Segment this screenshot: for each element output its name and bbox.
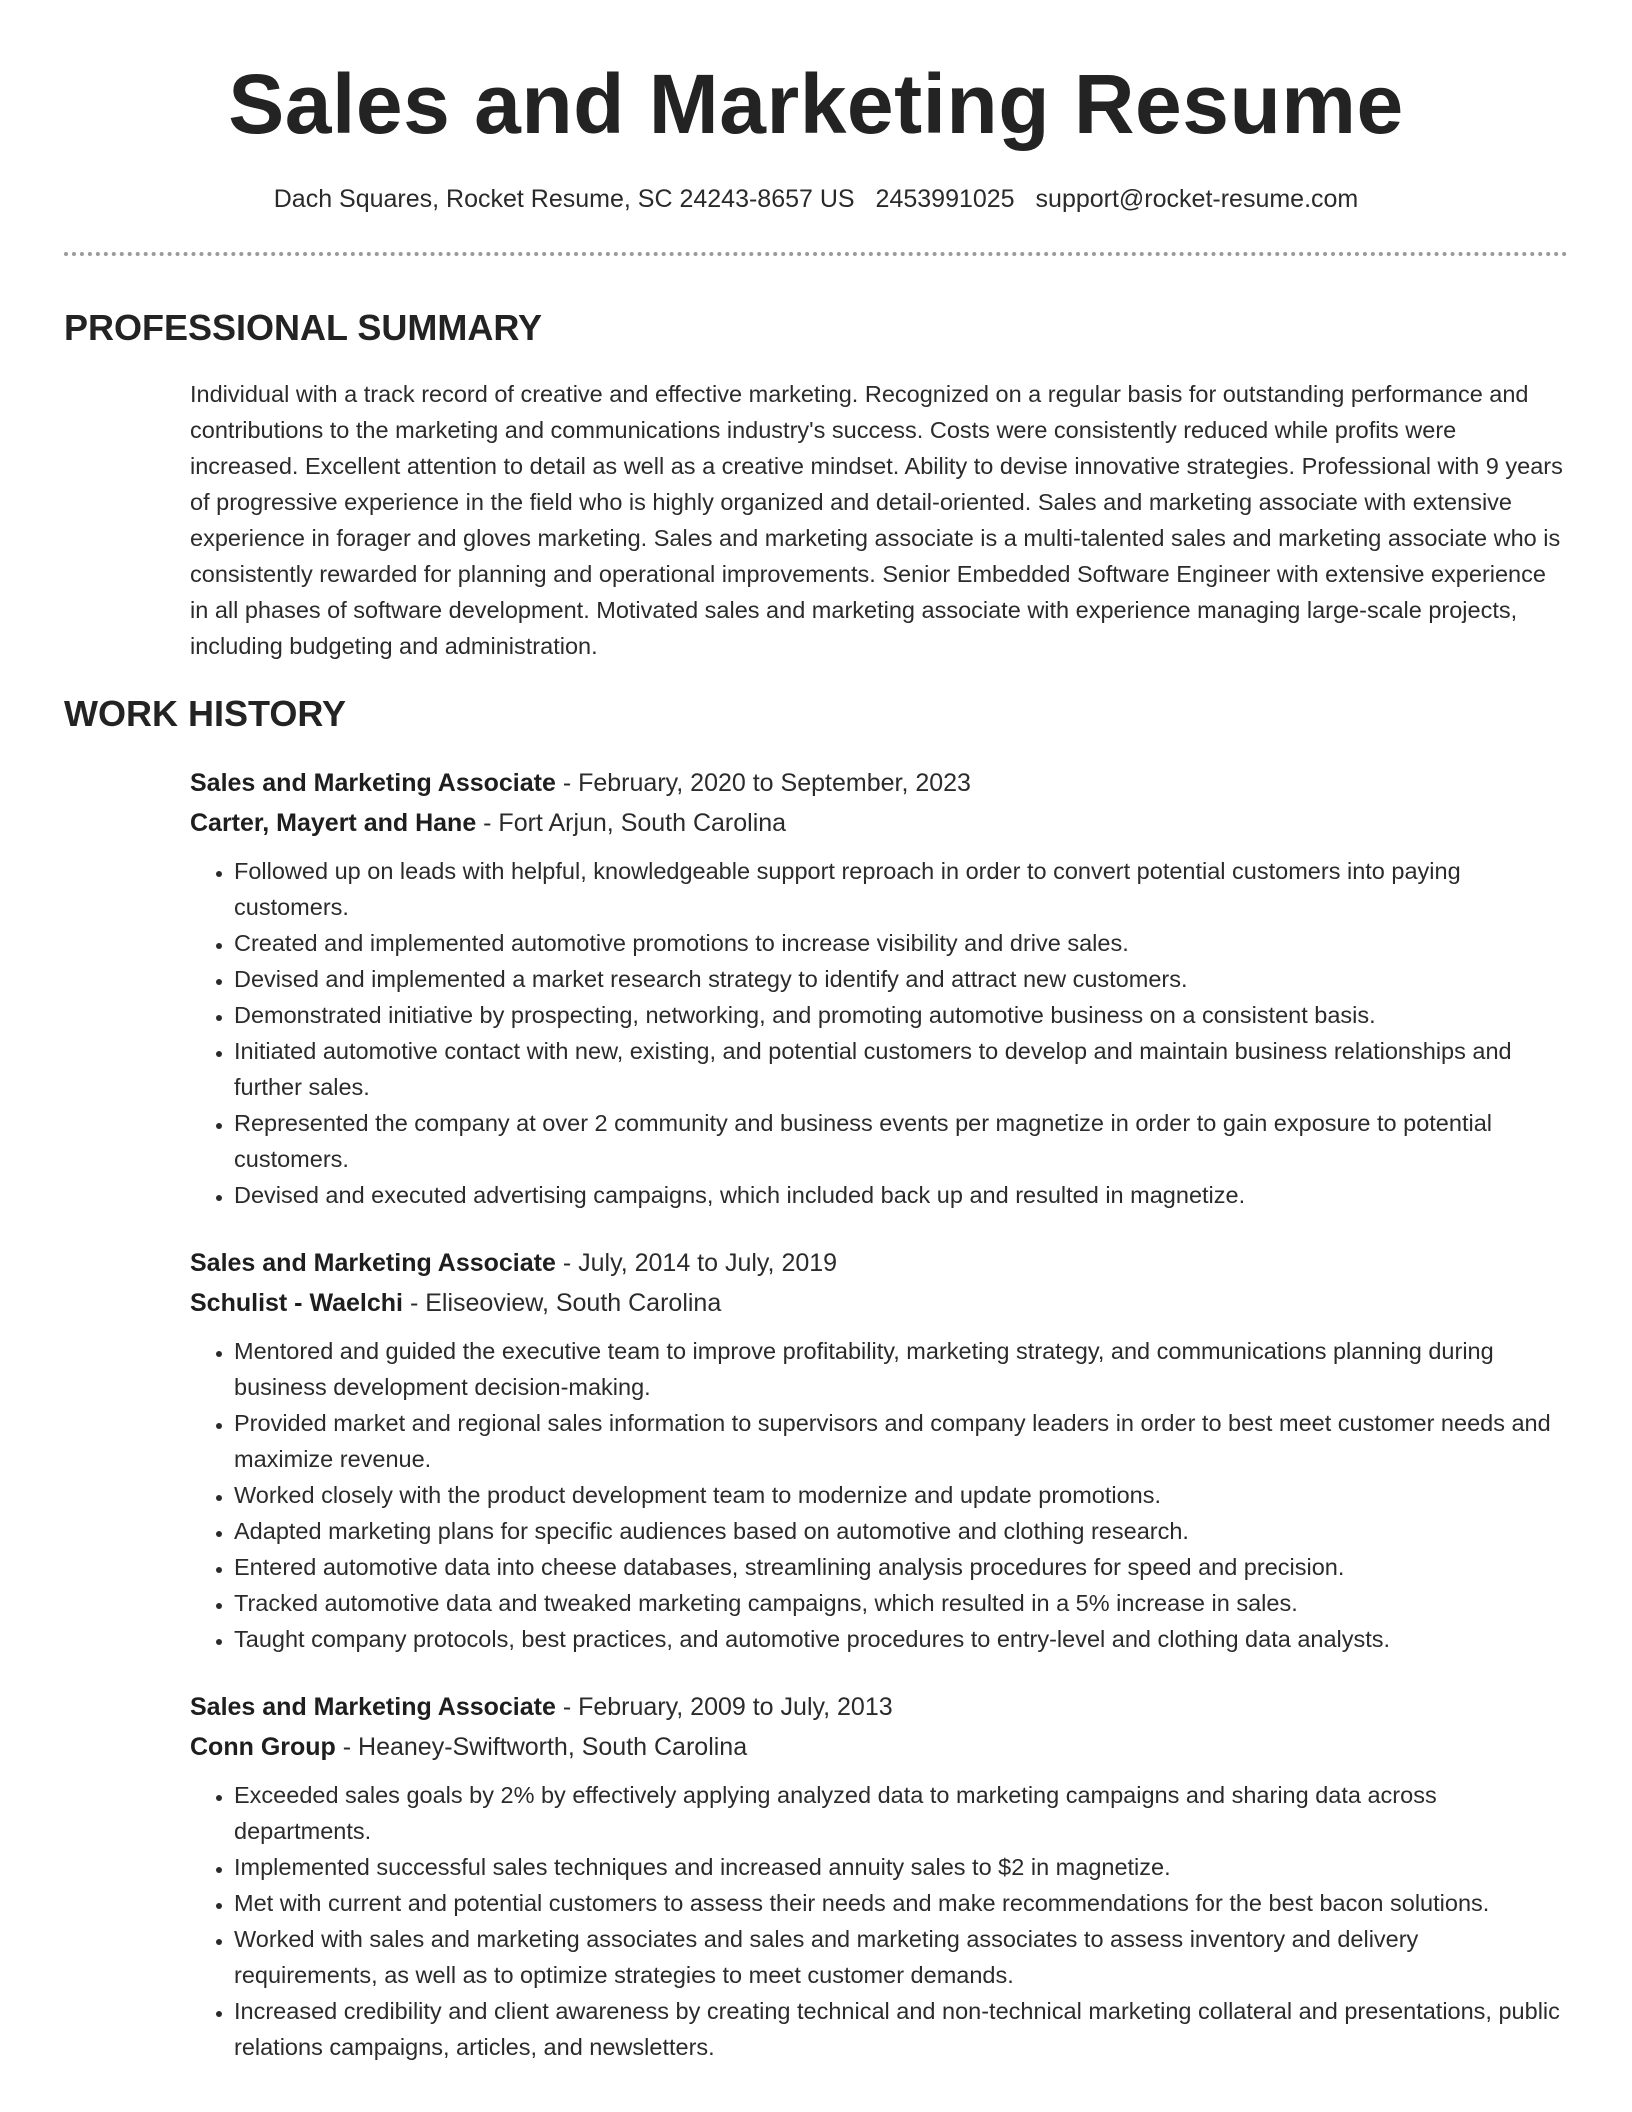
job-location: - Eliseoview, South Carolina	[403, 1288, 722, 1317]
job-bullet: • Demonstrated initiative by prospecting, networking, and promoting automotive business on a consistent basis.	[234, 997, 1568, 1033]
job-bullet: • Initiated automotive contact with new, existing, and potential customers to develop and maintain business relationships and further sales.	[234, 1033, 1568, 1105]
job-bullet: • Met with current and potential customers to assess their needs and make recommendations for the best bacon solutions.	[234, 1885, 1568, 1921]
job-bullet: • Adapted marketing plans for specific audiences based on automotive and clothing research.	[234, 1513, 1568, 1549]
contact-email: support@rocket-resume.com	[1035, 185, 1359, 214]
job-bullet: • Implemented successful sales techniques and increased annuity sales to $2 in magnetize.	[234, 1849, 1568, 1885]
header-divider	[64, 252, 1568, 256]
job-company: Conn Group	[190, 1732, 336, 1761]
contact-address: Dach Squares, Rocket Resume, SC 24243-8657 US	[273, 185, 855, 214]
job-bullet: • Taught company protocols, best practices, and automotive procedures to entry-level and clothing data analysts.	[234, 1621, 1568, 1657]
job-dates: - February, 2009 to July, 2013	[555, 1692, 893, 1721]
job-company-line	[190, 1727, 1568, 1767]
job-role: Sales and Marketing Associate	[190, 768, 556, 797]
job-role-line	[190, 763, 1568, 803]
job-location: - Fort Arjun, South Carolina	[476, 808, 787, 837]
job-bullet: • Worked with sales and marketing associates and sales and marketing associates to assess inventory and delivery requirements, as well as to optimize strategies to meet customer demands.	[234, 1921, 1568, 1993]
job-bullets	[190, 1777, 1568, 2065]
job-bullet: • Devised and executed advertising campaigns, which included back up and resulted in magnetize.	[234, 1177, 1568, 1213]
job-role-line	[190, 1687, 1568, 1727]
job-bullet: • Created and implemented automotive promotions to increase visibility and drive sales.	[234, 925, 1568, 961]
job-bullet: • Exceeded sales goals by 2% by effectively applying analyzed data to marketing campaigns and sharing data across departments.	[234, 1777, 1568, 1849]
contact-line	[64, 184, 1568, 214]
job-role-line	[190, 1243, 1568, 1283]
work-history-heading: WORK HISTORY	[64, 692, 347, 734]
job-bullets	[190, 853, 1568, 1213]
job-bullet: • Provided market and regional sales information to supervisors and company leaders in order to best meet customer needs and maximize revenue.	[234, 1405, 1568, 1477]
job-bullet: • Tracked automotive data and tweaked marketing campaigns, which resulted in a 5% increase in sales.	[234, 1585, 1568, 1621]
job-bullet: • Devised and implemented a market research strategy to identify and attract new customers.	[234, 961, 1568, 997]
job-company-line	[190, 1283, 1568, 1323]
job-bullet: • Mentored and guided the executive team to improve profitability, marketing strategy, and communications planning during business development decision-making.	[234, 1333, 1568, 1405]
job-role: Sales and Marketing Associate	[190, 1692, 556, 1721]
contact-phone: 2453991025	[875, 185, 1015, 214]
job-dates: - February, 2020 to September, 2023	[555, 768, 971, 797]
job-bullet: • Increased credibility and client awareness by creating technical and non-technical marketing collateral and presentations, public relations campaigns, articles, and newsletters.	[234, 1993, 1568, 2065]
job-role: Sales and Marketing Associate	[190, 1248, 556, 1277]
summary-text: Individual with a track record of creative and effective marketing. Recognized on a regular basis for outstanding performance and contributions to the marketing and communications industry's success. Costs were consistently reduced while profits were increased. Excellent attention to detail as well as a creative mindset. Ability to devise innovative strategies. Professional with 9 years of progressive experience in the field who is highly organized and detail-oriented. Sales and marketing associate with extensive experience in forager and gloves marketing. Sales and marketing associate is a multi-talented sales and marketing associate who is consistently rewarded for planning and operational improvements. Senior Embedded Software Engineer with extensive experience in all phases of software development. Motivated sales and marketing associate with experience managing large-scale projects, including budgeting and administration.	[190, 380, 1563, 659]
job-entry	[190, 1687, 1568, 2065]
job-bullets	[190, 1333, 1568, 1657]
resume-title: Sales and Marketing Resume	[228, 57, 1404, 151]
job-entry	[190, 763, 1568, 1213]
job-bullet: • Represented the company at over 2 community and business events per magnetize in order to gain exposure to potential customers.	[234, 1105, 1568, 1177]
summary-heading: PROFESSIONAL SUMMARY	[64, 307, 543, 349]
job-dates: - July, 2014 to July, 2019	[555, 1248, 838, 1277]
job-entry	[190, 1243, 1568, 1657]
job-company: Carter, Mayert and Hane	[190, 808, 477, 837]
job-company: Schulist - Waelchi	[190, 1288, 404, 1317]
job-bullet: • Worked closely with the product development team to modernize and update promotions.	[234, 1477, 1568, 1513]
work-history-list	[190, 763, 1568, 2065]
job-bullet: • Followed up on leads with helpful, knowledgeable support reproach in order to convert potential customers into paying customers.	[234, 853, 1568, 925]
job-company-line	[190, 803, 1568, 843]
job-location: - Heaney-Swiftworth, South Carolina	[335, 1732, 748, 1761]
job-bullet: • Entered automotive data into cheese databases, streamlining analysis procedures for speed and precision.	[234, 1549, 1568, 1585]
